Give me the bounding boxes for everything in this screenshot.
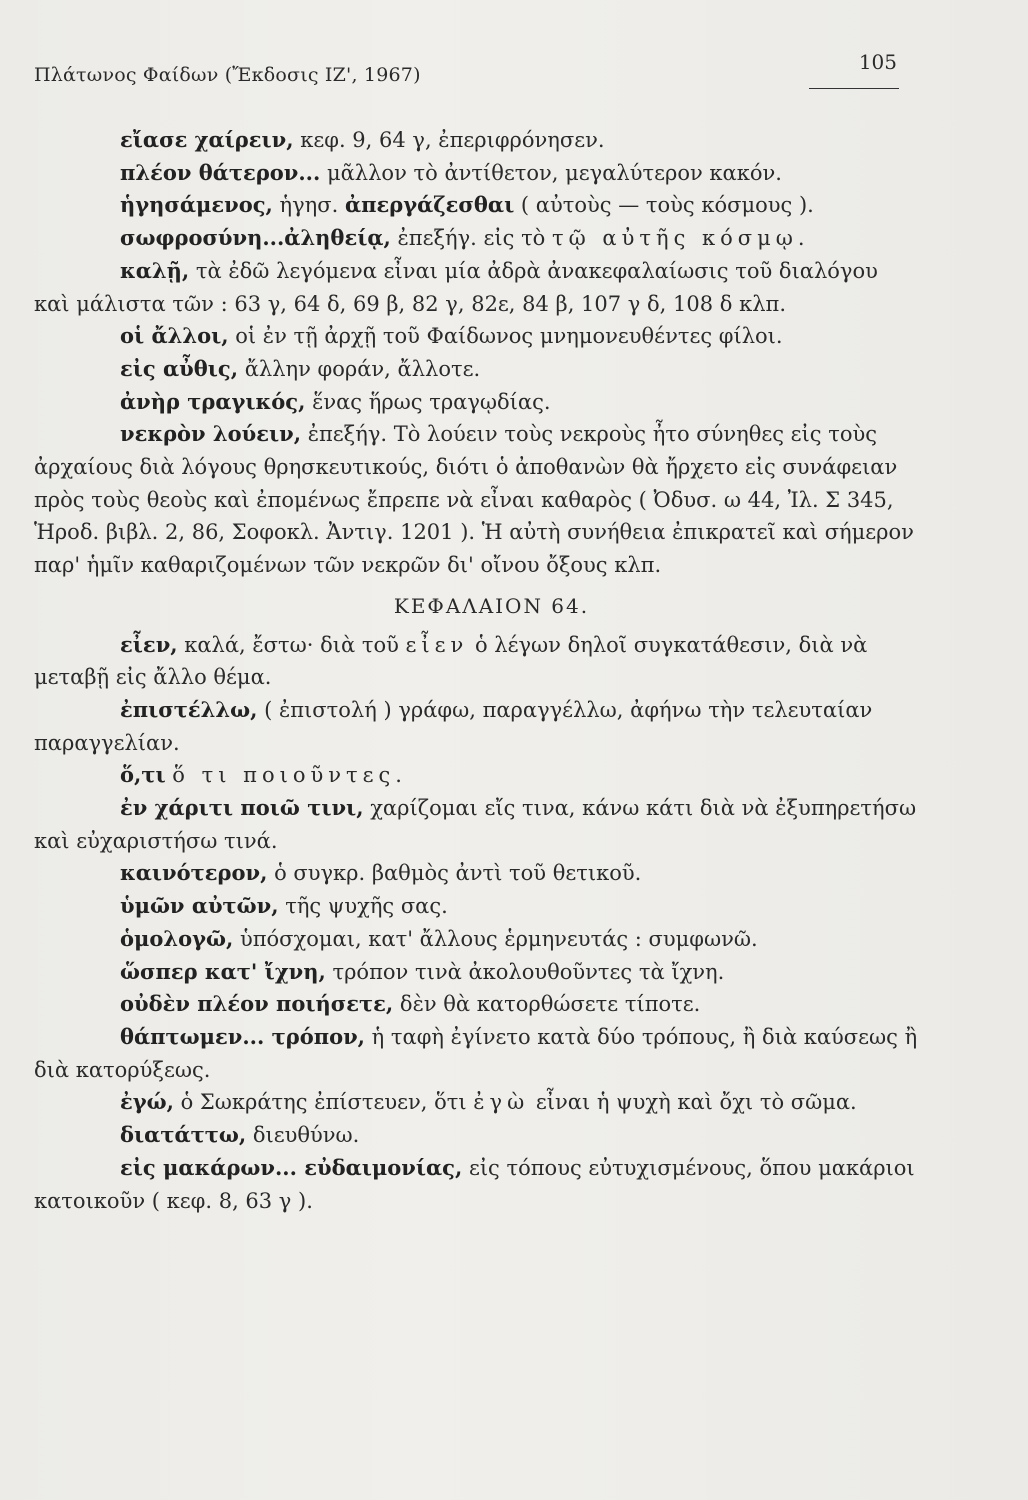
gloss-entry <box>34 386 919 419</box>
gloss-entry <box>34 418 919 582</box>
gloss-text: ( ἐπιστολή ) γράφω, παραγγέλλω, ἀφήνω τὴν τελευταίαν παραγγελίαν. <box>34 697 873 755</box>
gloss-entry <box>34 1021 919 1086</box>
gloss-text: καλά, ἔστω· διὰ τοῦ <box>177 632 406 657</box>
lemma: εἰς αὖθις, <box>120 355 239 381</box>
lemma: καλῇ, <box>120 257 190 283</box>
gloss-entry <box>34 694 919 759</box>
gloss-text: ἐπεξήγ. εἰς τὸ <box>390 226 553 251</box>
gloss-text: εἰς τόπους εὐτυχισμένους, ὅπου μακάριοι κατοικοῦν ( κεφ. 8, 63 γ ). <box>34 1155 915 1213</box>
gloss-text: τῆς ψυχῆς σας. <box>278 894 448 919</box>
lemma: διατάττω, <box>120 1122 247 1148</box>
lemma: νεκρὸν λούειν, <box>120 421 302 447</box>
gloss-text: ἕνας ἥρως τραγῳδίας. <box>305 389 551 414</box>
gloss-text: τρόπον τινὰ ἀκολουθοῦντες τὰ ἴχνη. <box>325 959 725 984</box>
gloss-entry <box>34 1152 919 1217</box>
header-rule <box>809 88 899 89</box>
page-number: 105 <box>858 50 897 74</box>
lemma: ὑμῶν αὐτῶν, <box>120 893 279 919</box>
lemma: ἐγώ, <box>120 1089 174 1115</box>
gloss-text: ἄλλην φοράν, ἄλλοτε. <box>238 356 481 381</box>
gloss-text: χαρίζομαι εἴς τινα, κάνω κάτι διὰ νὰ ἐξυπηρετήσω καὶ εὐχαριστήσω τινά. <box>34 796 917 853</box>
gloss-entry <box>34 222 919 255</box>
gloss-entry <box>34 629 919 694</box>
gloss-text: . <box>395 763 402 788</box>
gloss-entry <box>34 189 919 222</box>
gloss-entry <box>34 157 919 190</box>
gloss-entry <box>34 923 919 956</box>
chapter-heading: ΚΕΦΑΛΑΙΟΝ 64. <box>393 593 590 618</box>
running-head <box>34 50 899 94</box>
lemma: σωφροσύνη...ἀληθείᾳ, <box>120 225 391 251</box>
gloss-text: εἶναι ἡ ψυχὴ καὶ ὄχι τὸ σῶμα. <box>529 1090 857 1115</box>
lemma: ὅ,τι <box>120 762 166 788</box>
gloss-entry <box>34 792 919 857</box>
lemma: καινότερον, <box>120 860 268 886</box>
commentary-body <box>34 124 919 1217</box>
gloss-text: ὁ Σωκράτης ἐπίστευεν, ὅτι <box>173 1090 474 1115</box>
gloss-text: . <box>797 226 805 251</box>
gloss-text: ὁ συγκρ. βαθμὸς ἀντὶ τοῦ θετικοῦ. <box>267 861 642 886</box>
lemma: ἐπιστέλλω, <box>120 696 258 722</box>
gloss-entry <box>34 988 919 1021</box>
spaced-phrase: εἶεν <box>405 632 469 657</box>
gloss-entry <box>34 956 919 989</box>
gloss-text: οἱ ἐν τῇ ἀρχῇ τοῦ Φαίδωνος μνημονευθέντες φίλοι. <box>228 324 783 349</box>
entries-before <box>34 124 919 582</box>
gloss-entry <box>34 759 919 792</box>
lemma: εἰς μακάρων... εὐδαιμονίας, <box>120 1154 463 1180</box>
gloss-entry <box>34 1086 919 1119</box>
gloss-entry <box>34 353 919 386</box>
gloss-entry <box>34 124 919 157</box>
entries-after <box>34 629 919 1218</box>
gloss-entry <box>34 1119 919 1152</box>
lemma: οἱ ἄλλοι, <box>120 323 229 349</box>
spaced-phrase: τῷ αὐτῆς κόσμῳ <box>552 226 798 251</box>
lemma: ἀπεργάζεσθαι <box>344 192 515 218</box>
lemma: πλέον θάτερον... <box>120 159 321 185</box>
running-title: Πλάτωνος Φαίδων (Ἔκδοσις ΙΖ', 1967) <box>34 64 421 86</box>
gloss-text: ἡ ταφὴ ἐγίνετο κατὰ δύο τρόπους, ἢ διὰ καύσεως ἢ διὰ κατορύξεως. <box>34 1024 918 1082</box>
gloss-text: μᾶλλον τὸ ἀντίθετον, μεγαλύτερον κακόν. <box>320 160 782 185</box>
gloss-text: ὑπόσχομαι, κατ' ἄλλους ἑρμηνευτάς : συμφωνῶ. <box>233 926 758 951</box>
gloss-text: ἐπεξήγ. Τὸ λούειν τοὺς νεκροὺς ἦτο σύνηθες εἰς τοὺς ἀρχαίους διὰ λόγους θρησκευτικούς, διότι ὁ ἀποθανὼν θὰ ἤρχετο εἰς συνάφειαν πρὸς τοὺς θεοὺς καὶ ἐπομένως ἔπρεπε νὰ εἶναι καθαρὸς ( Ὀδυσ. ω 44, Ἰλ. Σ 345, Ἡροδ. βιβλ. 2, 86, Σοφοκλ. Ἀντιγ. 1201 ). Ἡ αὐτὴ συνήθεια ἐπικρατεῖ καὶ σήμερον παρ' ἡμῖν καθαριζομένων τῶν νεκρῶν δι' οἴνου ὄξους κλπ. <box>34 422 914 578</box>
gloss-text: ἡγησ. <box>272 193 345 218</box>
lemma: ὁμολογῶ, <box>120 925 234 951</box>
lemma: ἐν χάριτι ποιῶ τινι, <box>120 795 364 821</box>
gloss-entry <box>34 255 919 320</box>
gloss-text: τὰ ἐδῶ λεγόμενα εἶναι μία ἀδρὰ ἀνακεφαλαίωσις τοῦ διαλόγου καὶ μάλιστα τῶν : 63 γ, 64 δ, 69 β, 82 γ, 82ε, 84 β, 107 γ δ, 108 δ κλπ. <box>34 258 878 316</box>
gloss-text: κεφ. 9, 64 γ, ἐπεριφρόνησεν. <box>293 128 605 152</box>
gloss-entry <box>34 890 919 923</box>
lemma: ἡγησάμενος, <box>120 192 273 218</box>
gloss-text: δὲν θὰ κατορθώσετε τίποτε. <box>393 992 701 1017</box>
lemma: ὥσπερ κατ' ἴχνη, <box>120 958 326 984</box>
spaced-phrase: ὅ τι ποιοῦντες <box>172 763 396 788</box>
lemma: ἀνὴρ τραγικός, <box>120 388 306 414</box>
gloss-text: ὁ λέγων δηλοῖ συγκατάθεσιν, διὰ νὰ μεταβῇ εἰς ἄλλο θέμα. <box>34 632 868 690</box>
gloss-text: ( αὐτοὺς — τοὺς κόσμους ). <box>514 193 814 218</box>
gloss-entry <box>34 320 919 353</box>
lemma: οὐδὲν πλέον ποιήσετε, <box>120 991 394 1017</box>
lemma: εἴασε χαίρειν, <box>120 127 294 152</box>
lemma: εἶεν, <box>120 631 178 657</box>
spaced-phrase: ἐγὼ <box>473 1090 530 1115</box>
gloss-text: διευθύνω. <box>246 1123 360 1148</box>
lemma: θάπτωμεν... τρόπον, <box>120 1023 365 1049</box>
gloss-entry <box>34 857 919 890</box>
